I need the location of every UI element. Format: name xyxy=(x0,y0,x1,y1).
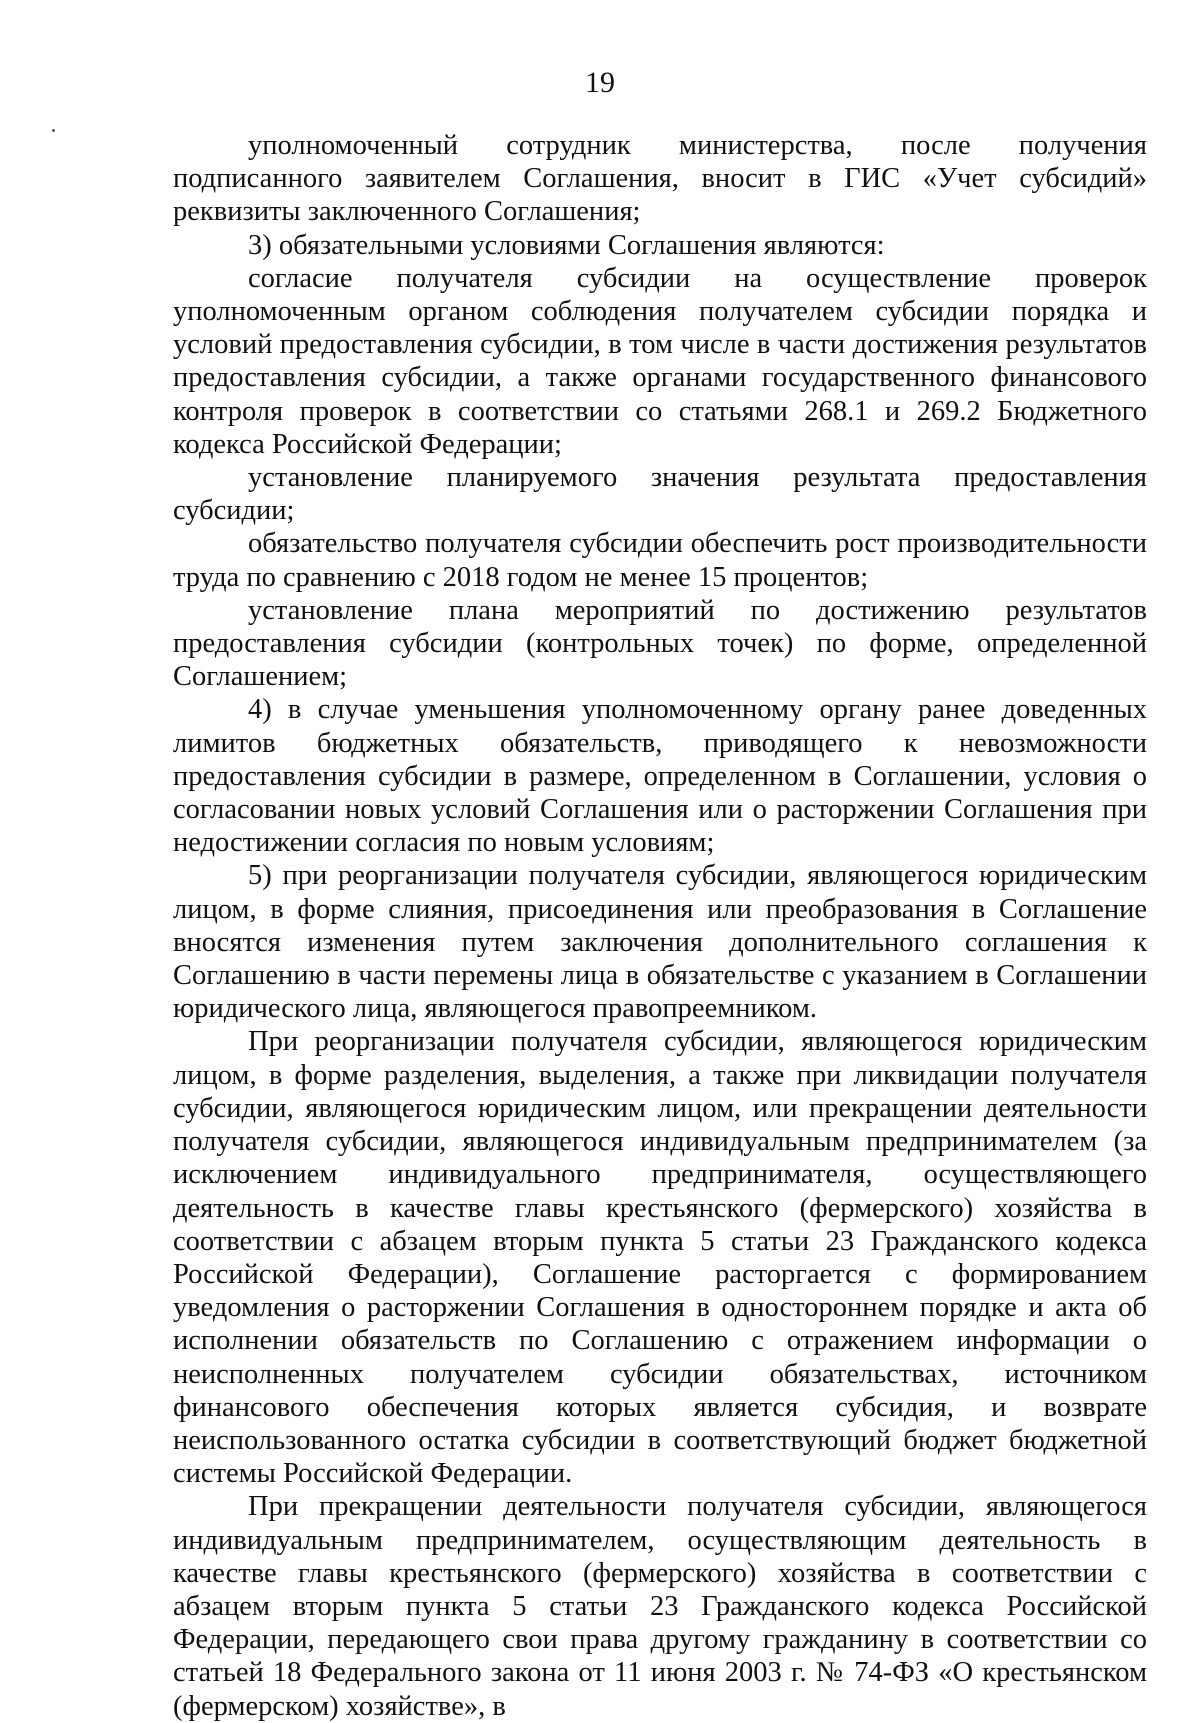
page-number: 19 xyxy=(585,66,615,99)
paragraph: обязательство получателя субсидии обеспечить рост производительности труда по сравнению с 2018 годом не менее 15 процентов; xyxy=(173,528,1147,593)
document-body xyxy=(173,129,1147,1723)
paragraph: согласие получателя субсидии на осуществление проверок уполномоченным органом соблюдения получателем субсидии порядка и условий предоставления субсидии, в том числе в части достижения результатов предоставления субсидии, а также органами государственного финансового контроля проверок в соответствии со статьями 268.1 и 269.2 Бюджетного кодекса Российской Федерации; xyxy=(173,262,1147,460)
paragraph: установление планируемого значения результата предоставления субсидии; xyxy=(173,462,1147,527)
paragraph: 4) в случае уменьшения уполномоченному органу ранее доведенных лимитов бюджетных обязательств, приводящего к невозможности предоставления субсидии в размере, определенном в Соглашении, условия о согласовании новых условий Соглашения или о расторжении Соглашения при недостижении согласия по новым условиям; xyxy=(173,694,1147,859)
paragraph: 5) при реорганизации получателя субсидии, являющегося юридическим лицом, в форме слияния, присоединения или преобразования в Соглашение вносятся изменения путем заключения дополнительного соглашения к Соглашению в части перемены лица в обязательстве с указанием в Соглашении юридического лица, являющегося правопреемником. xyxy=(173,860,1147,1025)
paragraph: установление плана мероприятий по достижению результатов предоставления субсидии (контрольных точек) по форме, определенной Соглашением; xyxy=(173,594,1147,693)
paragraph: 3) обязательными условиями Соглашения являются: xyxy=(248,229,885,261)
paragraph: При реорганизации получателя субсидии, являющегося юридическим лицом, в форме разделения, выделения, а также при ликвидации получателя субсидии, являющегося юридическим лицом, или прекращении деятельности получателя субсидии, являющегося индивидуальным предпринимателем (за исключением индивидуального предпринимателя, осуществляющего деятельность в качестве главы крестьянского (фермерского) хозяйства в соответствии с абзацем вторым пункта 5 статьи 23 Гражданского кодекса Российской Федерации), Соглашение расторгается с формированием уведомления о расторжении Соглашения в одностороннем порядке и акта об исполнении обязательств по Соглашению с отражением информации о неисполненных получателем субсидии обязательствах, источником финансового обеспечения которых является субсидия, и возврате неиспользованного остатка субсидии в соответствующий бюджет бюджетной системы Российской Федерации. xyxy=(173,1026,1147,1490)
scan-speck xyxy=(52,129,55,132)
paragraph: уполномоченный сотрудник министерства, после получения подписанного заявителем Соглашения, вносит в ГИС «Учет субсидий» реквизиты заключенного Соглашения; xyxy=(173,130,1147,228)
paragraph: При прекращении деятельности получателя субсидии, являющегося индивидуальным предпринимателем, осуществляющим деятельность в качестве главы крестьянского (фермерского) хозяйства в соответствии с абзацем вторым пункта 5 статьи 23 Гражданского кодекса Российской Федерации, передающего свои права другому гражданину в соответствии со статьей 18 Федерального закона от 11 июня 2003 г. № 74-ФЗ «О крестьянском (фермерском) хозяйстве», в xyxy=(173,1491,1147,1722)
